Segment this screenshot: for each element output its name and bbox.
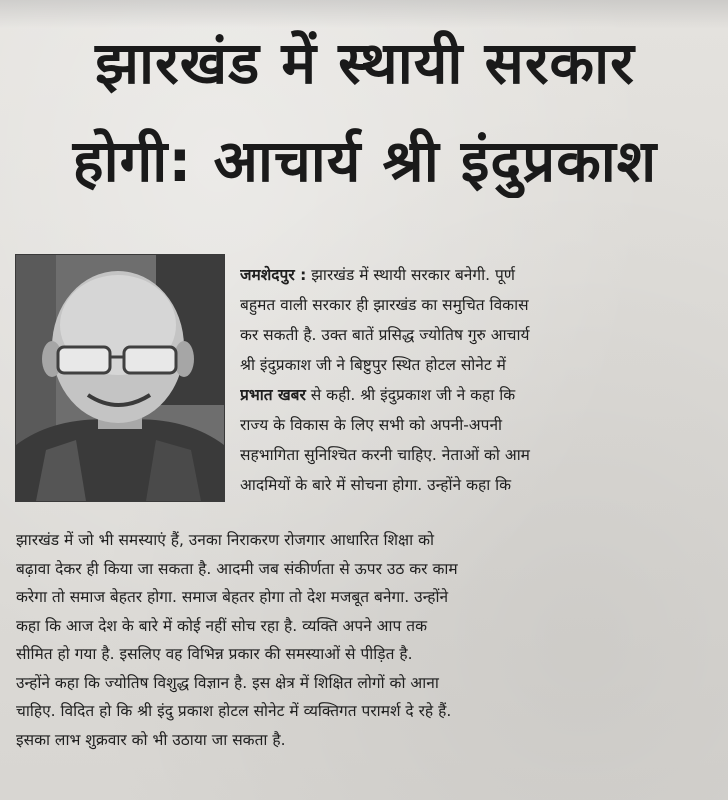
article-line: इसका लाभ शुक्रवार को भी उठाया जा सकता है. (16, 730, 286, 749)
portrait-photo (15, 254, 225, 502)
headline-line-1: झारखंड में स्थायी सरकार (95, 29, 635, 97)
article-line: कहा कि आज देश के बारे में कोई नहीं सोच रहा है. व्यक्ति अपने आप तक (16, 616, 427, 635)
article-line: बढ़ावा देकर ही किया जा सकता है. आदमी जब संकीर्णता से ऊपर उठ कर काम (16, 559, 458, 578)
article-line: राज्य के विकास के लिए सभी को अपनी-अपनी (240, 416, 503, 434)
article-line: सीमित हो गया है. इसलिए वह विभिन्न प्रकार की समस्याओं से पीड़ित है. (16, 645, 413, 663)
article-line: उन्होंने कहा कि ज्योतिष विशुद्ध विज्ञान है. इस क्षेत्र में शिक्षित लोगों को आना (16, 673, 439, 692)
article-line-text: झारखंड में स्थायी सरकार बनेगी. पूर्ण (311, 266, 516, 284)
portrait-icon (16, 255, 224, 501)
article-line: बहुमत वाली सरकार ही झारखंड का समुचित विकास (240, 296, 529, 314)
article-line: आदमियों के बारे में सोचना होगा. उन्होंने कहा कि (240, 476, 512, 494)
article-line (240, 260, 716, 290)
headline-line-2: होगी: आचार्य श्री इंदुप्रकाश (72, 127, 658, 195)
article-line: सहभागिता सुनिश्चित करनी चाहिए. नेताओं को आम (240, 446, 530, 464)
article-line: श्री इंदुप्रकाश जी ने बिष्टुपुर स्थित होटल सोनेट में (240, 356, 506, 374)
article-line: कर सकती है. उक्त बातें प्रसिद्ध ज्योतिष गुरु आचार्य (240, 326, 530, 344)
article-line: झारखंड में जो भी समस्याएं हैं, उनका निराकरण रोजगार आधारित शिक्षा को (16, 531, 434, 549)
dateline: जमशेदपुर : (240, 266, 307, 284)
article-full-width-body (16, 526, 718, 754)
article-line (240, 380, 716, 410)
article-line-text: से कही. श्री इंदुप्रकाश जी ने कहा कि (310, 386, 516, 404)
article-line: करेगा तो समाज बेहतर होगा. समाज बेहतर होगा तो देश मजबूत बनेगा. उन्होंने (16, 588, 449, 606)
newspaper-name: प्रभात खबर (240, 386, 306, 404)
article-line: चाहिए. विदित हो कि श्री इंदु प्रकाश होटल सोनेट में व्यक्तिगत परामर्श दे रहे हैं. (16, 702, 452, 720)
page-top-bleed (0, 0, 728, 28)
article-right-column (240, 260, 716, 500)
